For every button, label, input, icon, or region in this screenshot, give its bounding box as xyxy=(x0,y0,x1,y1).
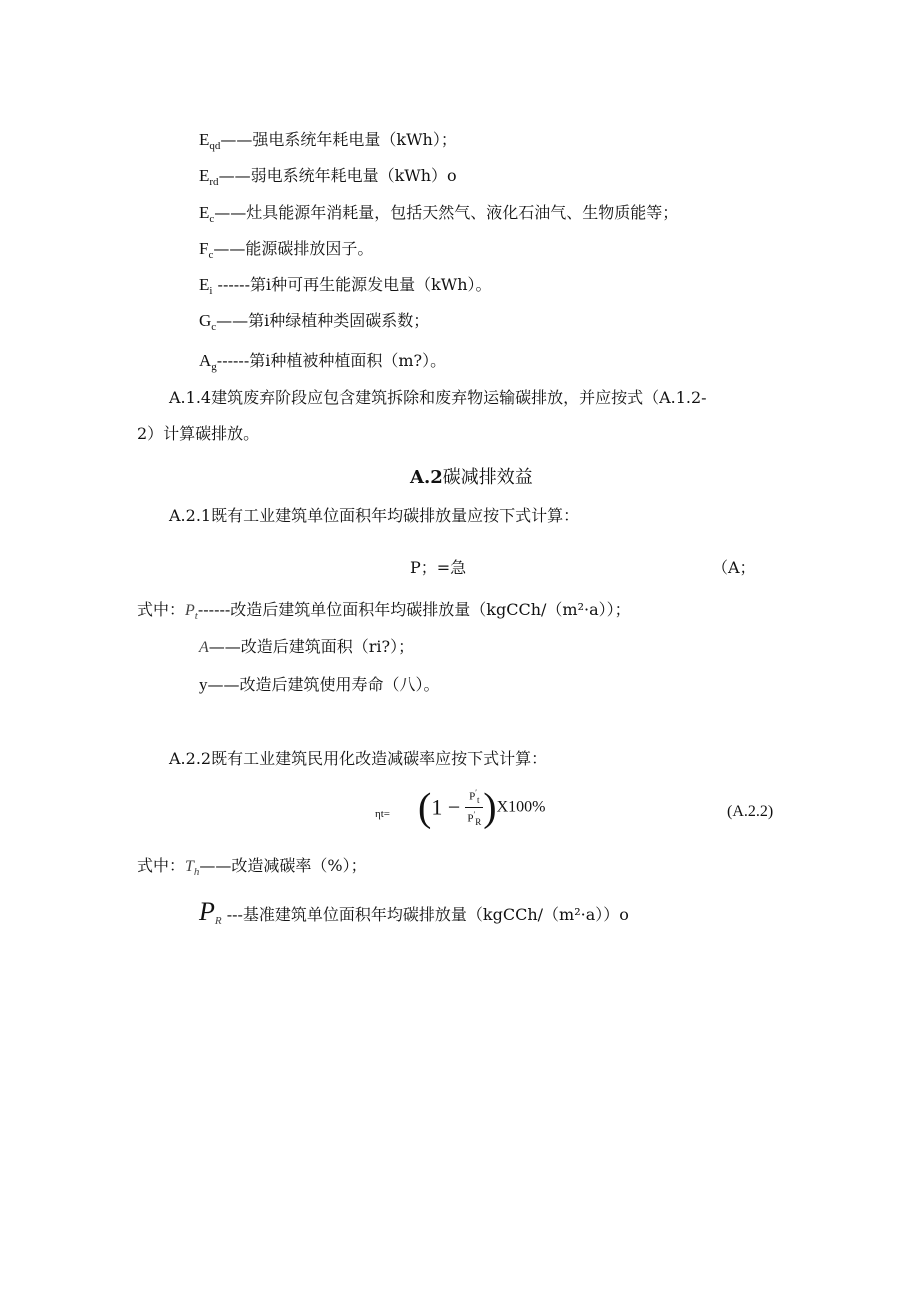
formula-1: P；=急 xyxy=(410,558,467,577)
where-pr xyxy=(199,897,629,936)
where-pt xyxy=(137,599,631,627)
symbol: E xyxy=(199,203,210,222)
def-ei xyxy=(199,274,492,302)
definition-text: ——弱电系统年耗电量（kWh）o xyxy=(218,166,457,185)
subscript: R xyxy=(214,915,222,927)
formula-2-label: (A.2.2) xyxy=(727,803,774,820)
def-eqd xyxy=(199,129,457,157)
definition-text: ------第i种植被种植面积（m?）。 xyxy=(216,351,447,370)
where-y xyxy=(199,674,440,696)
denominator-subscript: R xyxy=(475,816,482,827)
def-erd xyxy=(199,165,457,193)
where-prefix: 式中： xyxy=(137,600,186,619)
subscript: c xyxy=(209,213,215,225)
symbol: y xyxy=(199,675,208,694)
one-minus: 1 − xyxy=(431,794,461,820)
symbol: P xyxy=(199,897,215,926)
subscript: h xyxy=(193,866,200,878)
subscript: t xyxy=(194,610,198,622)
left-paren: ( xyxy=(418,784,432,830)
multiplier: X100% xyxy=(496,798,546,816)
symbol: E xyxy=(199,130,210,149)
formula-2 xyxy=(418,782,545,832)
a22-text: A.2.2既有工业建筑民用化改造减碳率应按下式计算： xyxy=(169,749,548,768)
subscript: qd xyxy=(209,140,221,152)
numerator-symbol: P xyxy=(469,790,476,803)
definition-text: ------改造后建筑单位面积年均碳排放量（kgCCh/（m²·a））； xyxy=(197,600,631,619)
symbol: T xyxy=(185,858,194,875)
definition-text: ——改造减碳率（%）； xyxy=(199,856,367,875)
definition-text: ——改造后建筑使用寿命（八）。 xyxy=(207,675,440,694)
def-ag xyxy=(199,350,446,378)
prime-mark: ′ xyxy=(473,810,476,819)
def-fc xyxy=(199,238,373,266)
denominator xyxy=(465,808,483,829)
symbol: A xyxy=(199,639,209,656)
def-ec xyxy=(199,202,678,230)
a14-line1: A.1.4建筑废弃阶段应包含建筑拆除和废弃物运输碳排放，并应按式（A.1.2- xyxy=(169,388,707,407)
numerator-subscript: t xyxy=(476,795,480,805)
heading-number: A.2 xyxy=(410,467,443,488)
definition-text: ——改造后建筑面积（ri?）； xyxy=(208,637,415,656)
subscript: c xyxy=(211,321,217,333)
definition-text: ——强电系统年耗电量（kWh）； xyxy=(220,130,457,149)
right-paren: ) xyxy=(483,784,497,830)
symbol: F xyxy=(199,239,209,258)
a21-text: A.2.1既有工业建筑单位面积年均碳排放量应按下式计算： xyxy=(169,506,580,525)
def-gc xyxy=(199,310,429,338)
symbol: E xyxy=(199,275,210,294)
formula-1-label: （A； xyxy=(712,558,756,577)
subscript: i xyxy=(209,285,213,297)
symbol: A xyxy=(199,351,212,370)
numerator xyxy=(465,786,483,808)
formula-2-lhs: ηt= xyxy=(375,808,391,820)
where-prefix: 式中： xyxy=(137,856,186,875)
section-heading xyxy=(410,467,533,489)
fraction xyxy=(465,786,483,829)
symbol: E xyxy=(199,166,210,185)
definition-text: ——灶具能源年消耗量，包括天然气、液化石油气、生物质能等； xyxy=(214,203,679,222)
definition-text: ------第i种可再生能源发电量（kWh）。 xyxy=(212,275,492,294)
a14-line2: 2）计算碳排放。 xyxy=(137,424,260,443)
prime-mark: ′ xyxy=(475,788,477,798)
subscript: c xyxy=(208,249,214,261)
subscript: g xyxy=(211,361,217,373)
symbol: P xyxy=(185,602,195,619)
definition-text: ---基准建筑单位面积年均碳排放量（kgCCh/（m²·a））o xyxy=(221,905,629,924)
subscript: rd xyxy=(209,176,219,188)
definition-text: ——能源碳排放因子。 xyxy=(213,239,374,258)
heading-text: 碳减排效益 xyxy=(442,467,533,488)
where-a xyxy=(199,636,414,659)
definition-text: ——第i种绿植种类固碳系数； xyxy=(216,311,430,330)
where-th xyxy=(137,855,367,883)
symbol: G xyxy=(199,311,212,330)
denominator-symbol: P xyxy=(467,812,474,825)
